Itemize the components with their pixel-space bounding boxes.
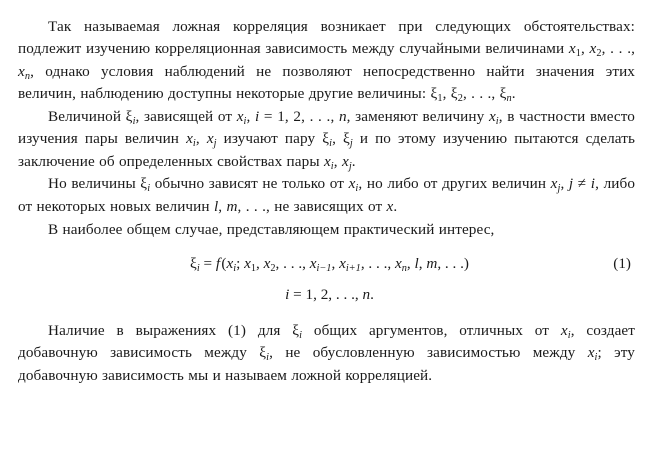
equation-1-body: $\xi_i = f$ ($x_i$; $x_1$, $x_2$, . . ., $x_{i-1}$, $x_{i+1}$, . . ., $x_n$, l, m, . . .) — [190, 254, 469, 274]
paragraph-3: Но величины $\xi_i$ обычно зависят не только от $x_i$, но либо от других величин $x_j$, j ≠ i, либо от некоторых новых величин l, m, . . ., не зави​сящих от x. — [18, 175, 636, 215]
paragraph-5: Наличие в выражениях (1) для $\xi_i$ общих аргументов, отличных от $x_i$, создает добавочную зависимость между $\xi_i$, не обусловленную зависимостью между $x_i$; эту добавочную зависимость мы и называем ложной корреляцией. — [18, 321, 635, 384]
paragraph-2: Величиной $\xi_i$, зависящей от $x_i$, i = 1, 2, . . ., n, заменяют вели​чину $x_i$, в частности вместо изучения пары величин $x_i$, $x_j$ изучают пару $\xi_i$, $\xi_j$ и по этому изучению пытаются сделать заключение об опре​деленных свойствах пары $x_i$, $x_j$. — [18, 107, 635, 172]
equation-1-number: (1) — [613, 254, 631, 272]
paragraph-1: Так называемая ложная корреляция возникает при следующих обстоятельствах: подлежит изучению корреляционная зависимость между случайными величинами $x_1$, $x_2$, . . ., $x_n$, однако условия наблю​дений не позволяют непосредственно найти значения этих величин, наблюдению доступны некоторые другие величины: $\xi_1$, $\xi_2$, . . ., $\xi_n$. — [18, 18, 636, 104]
paragraph-4: В наиболее общем случае, представляющем практический интерес, — [48, 220, 495, 238]
equation-1-range: i = 1, 2, . . ., n. — [285, 285, 374, 303]
equation-1 — [18, 255, 635, 273]
